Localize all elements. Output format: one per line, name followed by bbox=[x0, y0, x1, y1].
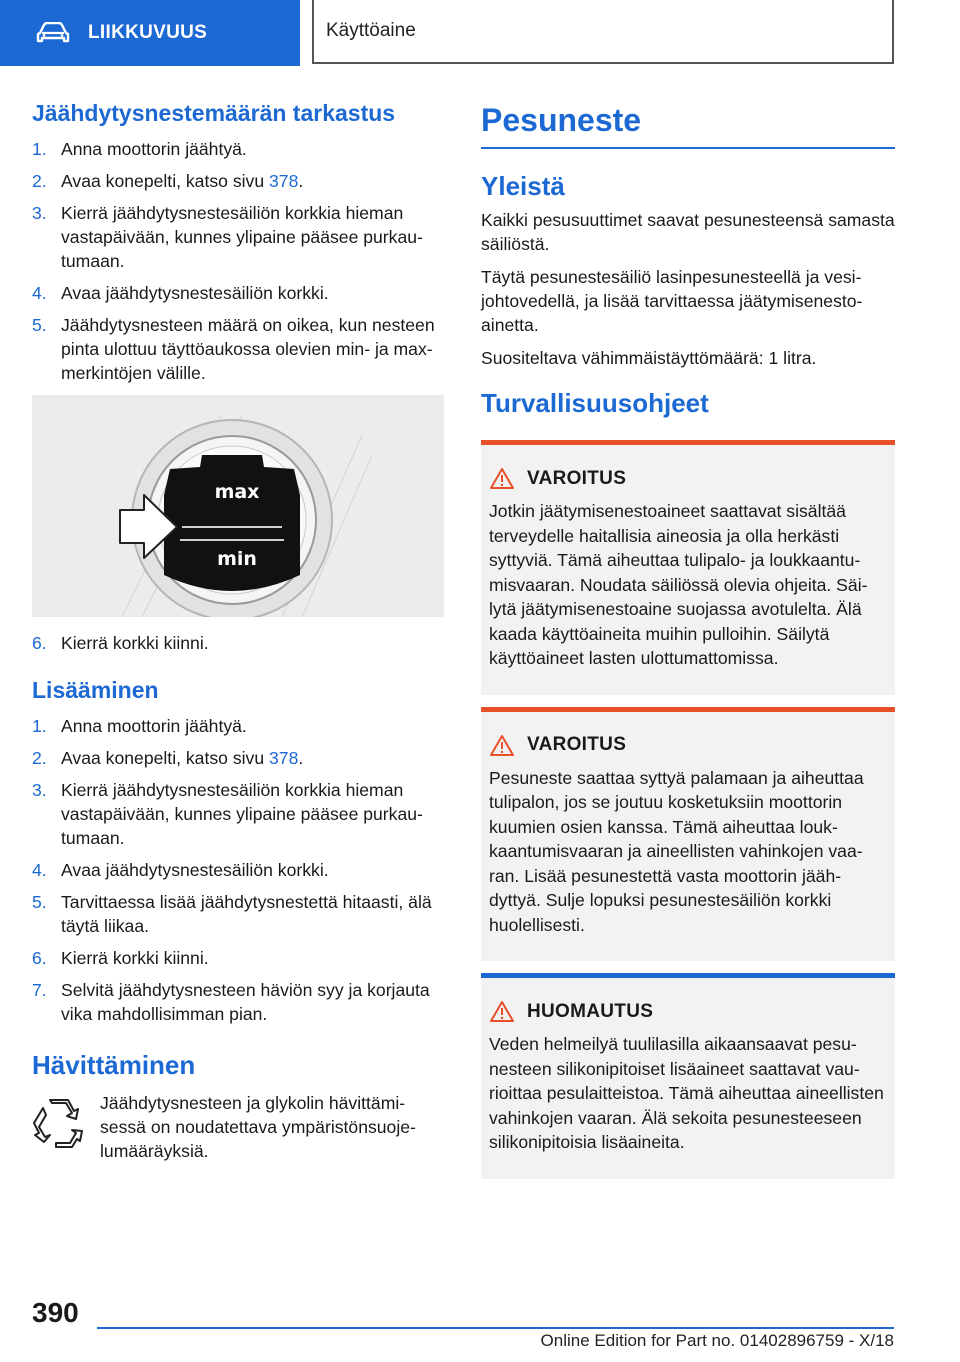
page-title: Käyttöaine bbox=[326, 20, 416, 41]
disposal-text: Jäähdytysnesteen ja glykolin hävittämisessä on noudatettava ympäristönsuojelumääräyksiä. bbox=[100, 1093, 416, 1161]
main-heading: Pesuneste bbox=[481, 102, 642, 138]
general-paragraph: Suositeltava vähimmäistäyttömäärä: 1 litra. bbox=[481, 348, 817, 368]
heading-rule bbox=[481, 147, 895, 149]
recycle-icon bbox=[32, 1095, 86, 1149]
warning-box bbox=[481, 440, 895, 695]
list-item: 3. Kierrä jäähdytysnestesäiliön korkkia hieman vastapäivään, kunnes ylipaine pääsee purkautumaan. bbox=[32, 780, 423, 848]
min-mark: min bbox=[217, 548, 257, 570]
general-paragraph: Täytä pesunestesäiliö lasinpesunesteellä ja vesijohtovedellä, ja lisää tarvittaessa jäätymisenestoainetta. bbox=[481, 267, 863, 335]
list-item: 4. Avaa jäähdytysnestesäiliön korkki. bbox=[32, 860, 329, 880]
check-steps-cont bbox=[32, 631, 444, 655]
max-mark: max bbox=[214, 481, 260, 503]
edition-text: Online Edition for Part no. 01402896759 - X/18 bbox=[540, 1331, 894, 1350]
notice-text: Veden helmeilyä tuulilasilla aikaansaavat pesunesteen silikonipitoiset lisäaineet saattavat vaurioittaa pesulaitteistoa. Tämä aiheuttaa aineellisten vahinkojen vaaran. Älä sekoita pesunesteeseen silikonipitoisia lisäaineita. bbox=[489, 1034, 884, 1152]
list-item: 3. Kierrä jäähdytysnestesäiliön korkkia hieman vastapäivään, kunnes ylipaine pääsee purkautumaan. bbox=[32, 203, 423, 271]
page-link[interactable]: 378 bbox=[269, 171, 299, 191]
page-link[interactable]: 378 bbox=[269, 748, 299, 768]
notice-triangle-icon bbox=[489, 1000, 515, 1023]
footer-rule bbox=[97, 1327, 894, 1329]
car-icon bbox=[36, 22, 70, 44]
disposal-heading: Hävittäminen bbox=[32, 1050, 196, 1080]
warning-text: Jotkin jäätymisenestoaineet saattavat sisältää terveydelle haitallisia aineosia ja olla herkästi syttyviä. Tämä aiheuttaa tulipalo- ja loukkaantumisvaaran. Noudata säiliössä olevia ohjeita. Säilytä jäätymisenestoaine suojassa avotulelta. Älä kaada käyttöaineita muihin pulloihin. Säilytä käyttöaineet lasten ulottumattomissa. bbox=[489, 501, 868, 668]
warning-triangle-icon bbox=[489, 734, 515, 757]
add-steps bbox=[32, 714, 444, 1026]
list-item: 2. Avaa konepelti, katso sivu 378. bbox=[32, 748, 304, 768]
coolant-cap-illustration bbox=[32, 395, 444, 617]
add-heading: Lisääminen bbox=[32, 677, 159, 703]
check-steps bbox=[32, 137, 444, 385]
list-item: 4. Avaa jäähdytysnestesäiliön korkki. bbox=[32, 283, 329, 303]
warning-title: VAROITUS bbox=[527, 467, 627, 489]
list-item: 1. Anna moottorin jäähtyä. bbox=[32, 716, 247, 736]
section-label: LIIKKUVUUS bbox=[88, 22, 208, 43]
coolant-cap-figure bbox=[32, 395, 444, 617]
list-item: 6. Kierrä korkki kiinni. bbox=[32, 633, 209, 653]
list-item: 6. Kierrä korkki kiinni. bbox=[32, 948, 209, 968]
section-tab[interactable] bbox=[0, 0, 300, 66]
page-header bbox=[312, 0, 894, 64]
notice-title: HUOMAUTUS bbox=[527, 1000, 654, 1022]
list-item: 5. Jäähdytysnesteen määrä on oikea, kun nesteen pinta ulottuu täyttöaukossa olevien min- ja max-merkintöjen välille. bbox=[32, 315, 435, 383]
list-item: 5. Tarvittaessa lisää jäähdytysnestettä hitaasti, älä täytä liikaa. bbox=[32, 892, 432, 936]
list-item: 2. Avaa konepelti, katso sivu 378. bbox=[32, 171, 304, 191]
general-paragraph: Kaikki pesusuuttimet saavat pesunesteensä samasta säiliöstä. bbox=[481, 210, 895, 254]
warning-box bbox=[481, 707, 895, 962]
left-column bbox=[32, 100, 444, 1163]
warning-text: Pesuneste saattaa syttyä palamaan ja aiheuttaa tulipalon, jos se joutuu kosketuksiin moottorin kuumien osien kanssa. Tämä aiheuttaa loukkaantumisvaaran ja aineellisten vahinkojen vaaran. Lisää pesunestettä vasta moottorin jäähdyttyä. Sulje lopuksi pesunestesäiliön korkki huolellisesti. bbox=[489, 767, 864, 935]
check-heading: Jäähdytysnestemäärän tarkastus bbox=[32, 100, 396, 126]
warning-title: VAROITUS bbox=[527, 734, 627, 755]
notice-box bbox=[481, 973, 895, 1179]
safety-heading: Turvallisuusohjeet bbox=[481, 388, 709, 418]
list-item: 7. Selvitä jäähdytysnesteen häviön syy ja korjauta vika mahdollisimman pian. bbox=[32, 980, 430, 1024]
list-item: 1. Anna moottorin jäähtyä. bbox=[32, 139, 247, 159]
general-heading: Yleistä bbox=[481, 171, 565, 201]
right-column bbox=[481, 100, 895, 1179]
disposal-note bbox=[32, 1091, 444, 1163]
page-number: 390 bbox=[32, 1297, 79, 1328]
warning-triangle-icon bbox=[489, 467, 515, 490]
